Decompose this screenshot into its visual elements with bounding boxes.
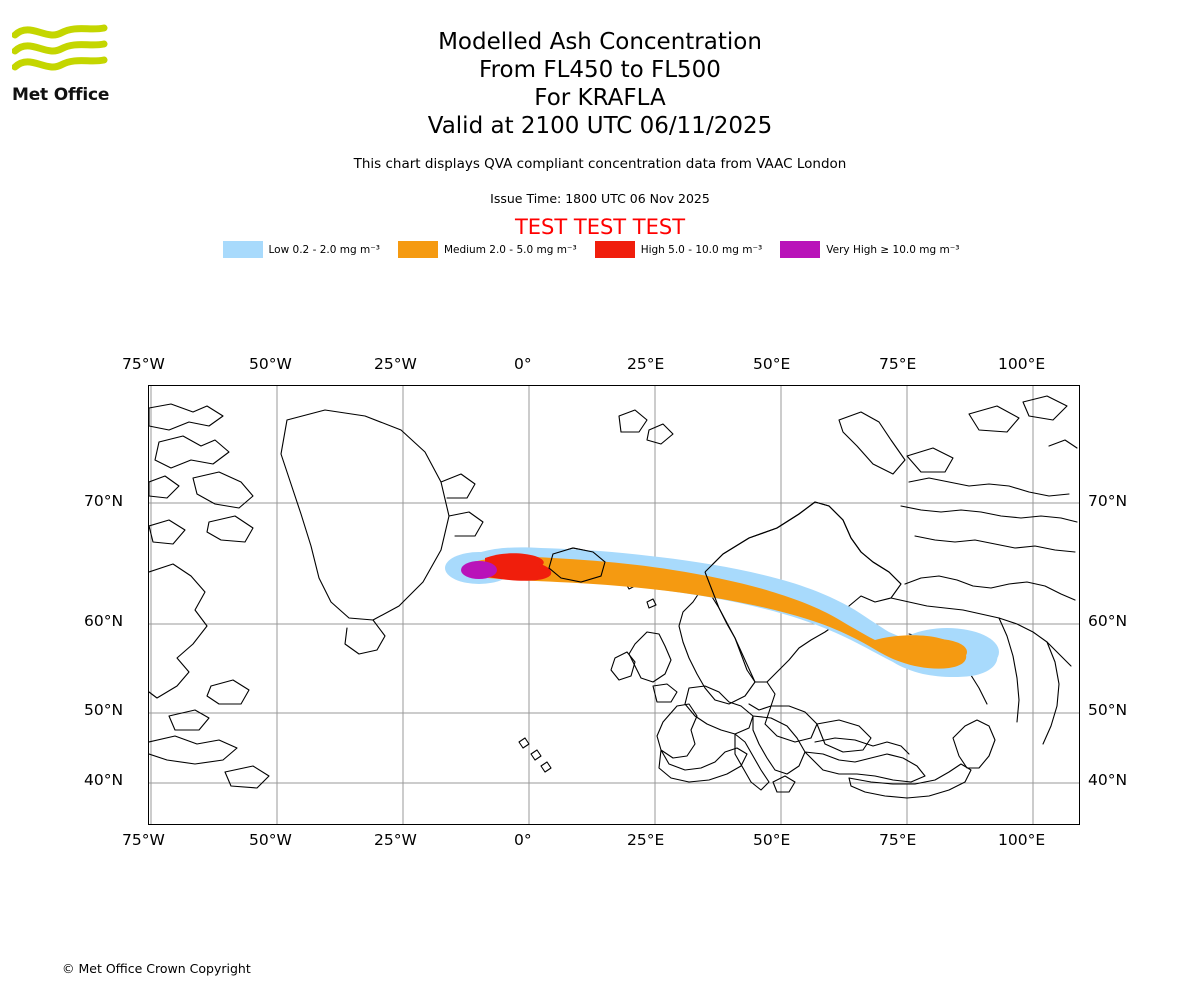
concentration-legend <box>0 241 1200 258</box>
title-line-4: Valid at 2100 UTC 06/11/2025 <box>427 113 773 139</box>
legend-label-low: Low 0.2 - 2.0 mg m⁻³ <box>268 243 380 256</box>
x-tick-top-50e: 50°E <box>753 355 791 373</box>
ash-concentration-map[interactable] <box>148 385 1080 825</box>
legend-label-medium: Medium 2.0 - 5.0 mg m⁻³ <box>443 243 577 256</box>
y-tick-left-40n: 40°N <box>84 771 124 789</box>
legend-swatch-medium <box>398 241 438 258</box>
x-tick-top-50w: 50°W <box>249 355 292 373</box>
x-tick-top-25e: 25°E <box>627 355 665 373</box>
x-tick-bottom-75w: 75°W <box>122 831 165 849</box>
legend-swatch-high <box>595 241 635 258</box>
y-tick-right-40n: 40°N <box>1088 771 1128 789</box>
x-tick-bottom-100e: 100°E <box>998 831 1046 849</box>
y-tick-right-70n: 70°N <box>1088 492 1128 510</box>
title-line-2: From FL450 to FL500 <box>479 57 721 83</box>
legend-label-very-high: Very High ≥ 10.0 mg m⁻³ <box>826 243 960 256</box>
y-tick-left-60n: 60°N <box>84 612 124 630</box>
issue-time-text: Issue Time: 1800 UTC 06 Nov 2025 <box>490 191 710 206</box>
x-tick-top-75w: 75°W <box>122 355 165 373</box>
y-tick-left-50n: 50°N <box>84 701 124 719</box>
x-tick-top-75e: 75°E <box>879 355 917 373</box>
x-tick-bottom-50e: 50°E <box>753 831 791 849</box>
x-tick-top-25w: 25°W <box>374 355 417 373</box>
title-line-3: For KRAFLA <box>534 85 666 111</box>
x-tick-top-100e: 100°E <box>998 355 1046 373</box>
legend-item-very-high <box>780 241 959 258</box>
x-tick-top-0: 0° <box>514 355 532 373</box>
x-tick-bottom-25w: 25°W <box>374 831 417 849</box>
plume-medium-tail <box>907 639 967 665</box>
x-tick-bottom-75e: 75°E <box>879 831 917 849</box>
legend-item-low <box>223 241 380 258</box>
title-line-1: Modelled Ash Concentration <box>438 29 762 55</box>
legend-item-medium <box>398 241 577 258</box>
x-tick-bottom-25e: 25°E <box>627 831 665 849</box>
finland-border-overlay <box>815 502 901 584</box>
met-office-logo-text: Met Office <box>12 85 110 105</box>
ash-plume <box>445 502 999 682</box>
y-tick-left-70n: 70°N <box>84 492 124 510</box>
test-banner: TEST TEST TEST <box>514 215 686 239</box>
legend-swatch-low <box>223 241 263 258</box>
page-title <box>0 28 1200 140</box>
coastlines <box>149 396 1077 798</box>
legend-item-high <box>595 241 763 258</box>
map-canvas <box>149 386 1079 824</box>
y-tick-right-60n: 60°N <box>1088 612 1128 630</box>
y-tick-right-50n: 50°N <box>1088 701 1128 719</box>
legend-swatch-very-high <box>780 241 820 258</box>
x-tick-bottom-0: 0° <box>514 831 532 849</box>
copyright-text: © Met Office Crown Copyright <box>62 961 251 976</box>
chart-subnote: This chart displays QVA compliant concentration data from VAAC London <box>353 156 847 172</box>
map-plot-frame[interactable] <box>148 385 1080 825</box>
x-tick-bottom-50w: 50°W <box>249 831 292 849</box>
legend-label-high: High 5.0 - 10.0 mg m⁻³ <box>640 243 763 256</box>
norway-coast-overlay <box>705 502 815 572</box>
